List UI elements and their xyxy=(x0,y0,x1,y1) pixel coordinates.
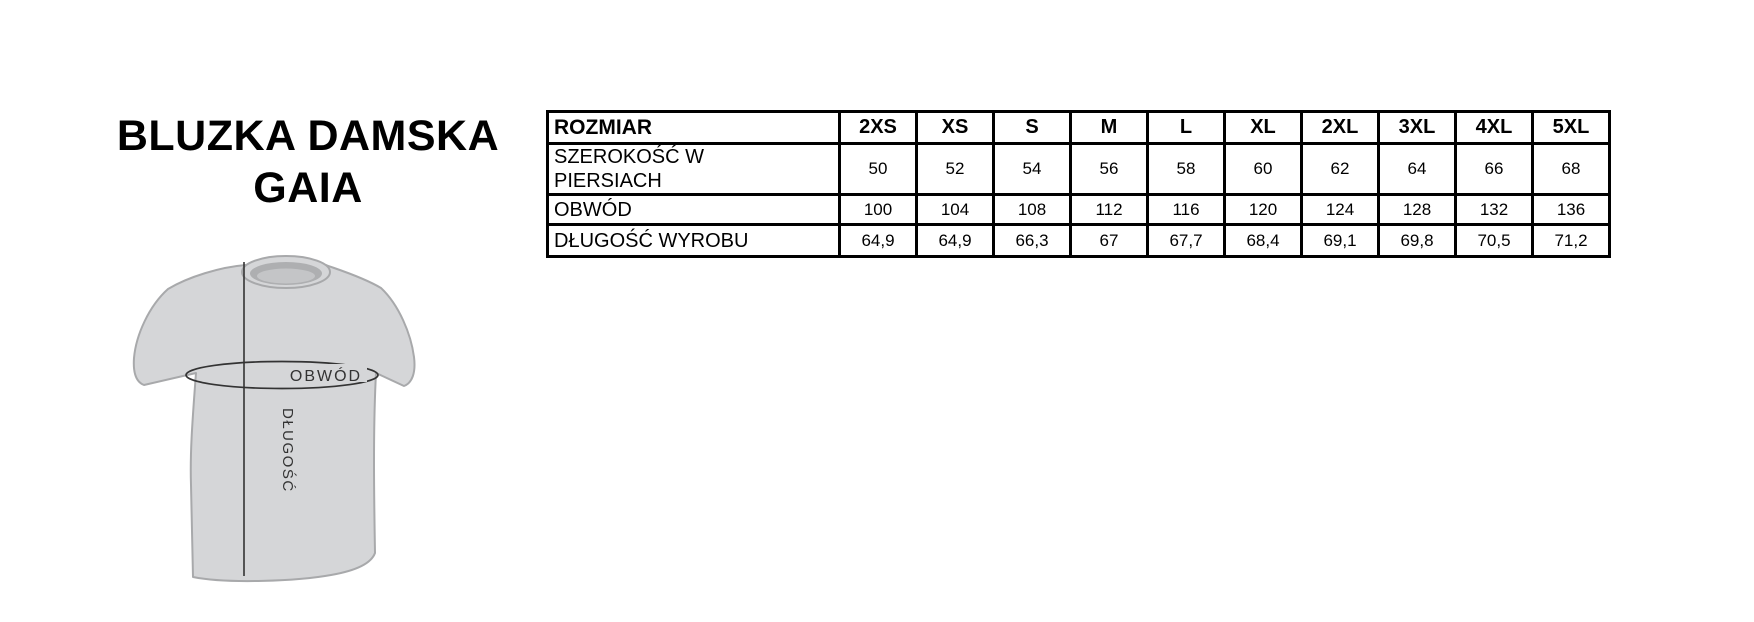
size-value-cell: 64,9 xyxy=(840,225,917,257)
size-value-cell: 136 xyxy=(1533,195,1610,225)
size-value-cell: 67 xyxy=(1071,225,1148,257)
size-value-cell: 50 xyxy=(840,144,917,195)
size-value-cell: 69,1 xyxy=(1302,225,1379,257)
size-value-cell: 66 xyxy=(1456,144,1533,195)
measurement-row-label-text: OBWÓD xyxy=(554,198,632,221)
measurement-row-label-text: DŁUGOŚĆ WYROBU xyxy=(554,229,749,252)
size-column-header: M xyxy=(1071,112,1148,144)
length-label: DŁUGOŚĆ xyxy=(279,408,296,493)
size-value-cell: 64 xyxy=(1379,144,1456,195)
measurement-row-label xyxy=(548,225,840,257)
size-value-cell: 68 xyxy=(1533,144,1610,195)
size-column-header: 5XL xyxy=(1533,112,1610,144)
size-column-header: 4XL xyxy=(1456,112,1533,144)
size-column-header: XS xyxy=(917,112,994,144)
collar-back-panel xyxy=(257,269,315,284)
size-value-cell: 124 xyxy=(1302,195,1379,225)
size-column-header: L xyxy=(1148,112,1225,144)
size-column-header: 2XS xyxy=(840,112,917,144)
size-value-cell: 67,7 xyxy=(1148,225,1225,257)
product-title-line2: GAIA xyxy=(253,164,363,212)
size-value-cell: 60 xyxy=(1225,144,1302,195)
size-table xyxy=(546,110,1611,258)
size-column-header: 3XL xyxy=(1379,112,1456,144)
size-column-header: XL xyxy=(1225,112,1302,144)
measurement-row-label xyxy=(548,195,840,225)
measurement-row-label-text: SZEROKOŚĆ W PIERSIACH xyxy=(554,146,705,192)
size-value-cell: 68,4 xyxy=(1225,225,1302,257)
size-value-cell: 52 xyxy=(917,144,994,195)
size-value-cell: 128 xyxy=(1379,195,1456,225)
product-title xyxy=(93,110,523,214)
size-value-cell: 54 xyxy=(994,144,1071,195)
size-column-header: 2XL xyxy=(1302,112,1379,144)
size-value-cell: 71,2 xyxy=(1533,225,1610,257)
size-value-cell: 66,3 xyxy=(994,225,1071,257)
size-value-cell: 120 xyxy=(1225,195,1302,225)
size-table-row xyxy=(548,144,1610,195)
size-table-row xyxy=(548,225,1610,257)
size-column-header: S xyxy=(994,112,1071,144)
measurement-row-label xyxy=(548,144,840,195)
tshirt-body xyxy=(134,265,415,581)
size-table-row xyxy=(548,195,1610,225)
size-value-cell: 112 xyxy=(1071,195,1148,225)
girth-label: OBWÓD xyxy=(289,368,363,385)
size-value-cell: 116 xyxy=(1148,195,1225,225)
product-title-line1: BLUZKA DAMSKA xyxy=(116,112,500,160)
size-value-cell: 69,8 xyxy=(1379,225,1456,257)
size-value-cell: 100 xyxy=(840,195,917,225)
size-table-corner-header: ROZMIAR xyxy=(548,112,840,144)
tshirt-diagram xyxy=(120,245,430,585)
size-value-cell: 132 xyxy=(1456,195,1533,225)
size-table-body xyxy=(548,144,1610,257)
size-value-cell: 70,5 xyxy=(1456,225,1533,257)
size-value-cell: 104 xyxy=(917,195,994,225)
size-value-cell: 108 xyxy=(994,195,1071,225)
size-value-cell: 64,9 xyxy=(917,225,994,257)
size-value-cell: 58 xyxy=(1148,144,1225,195)
size-value-cell: 56 xyxy=(1071,144,1148,195)
size-value-cell: 62 xyxy=(1302,144,1379,195)
size-table-header-row xyxy=(548,112,1610,144)
